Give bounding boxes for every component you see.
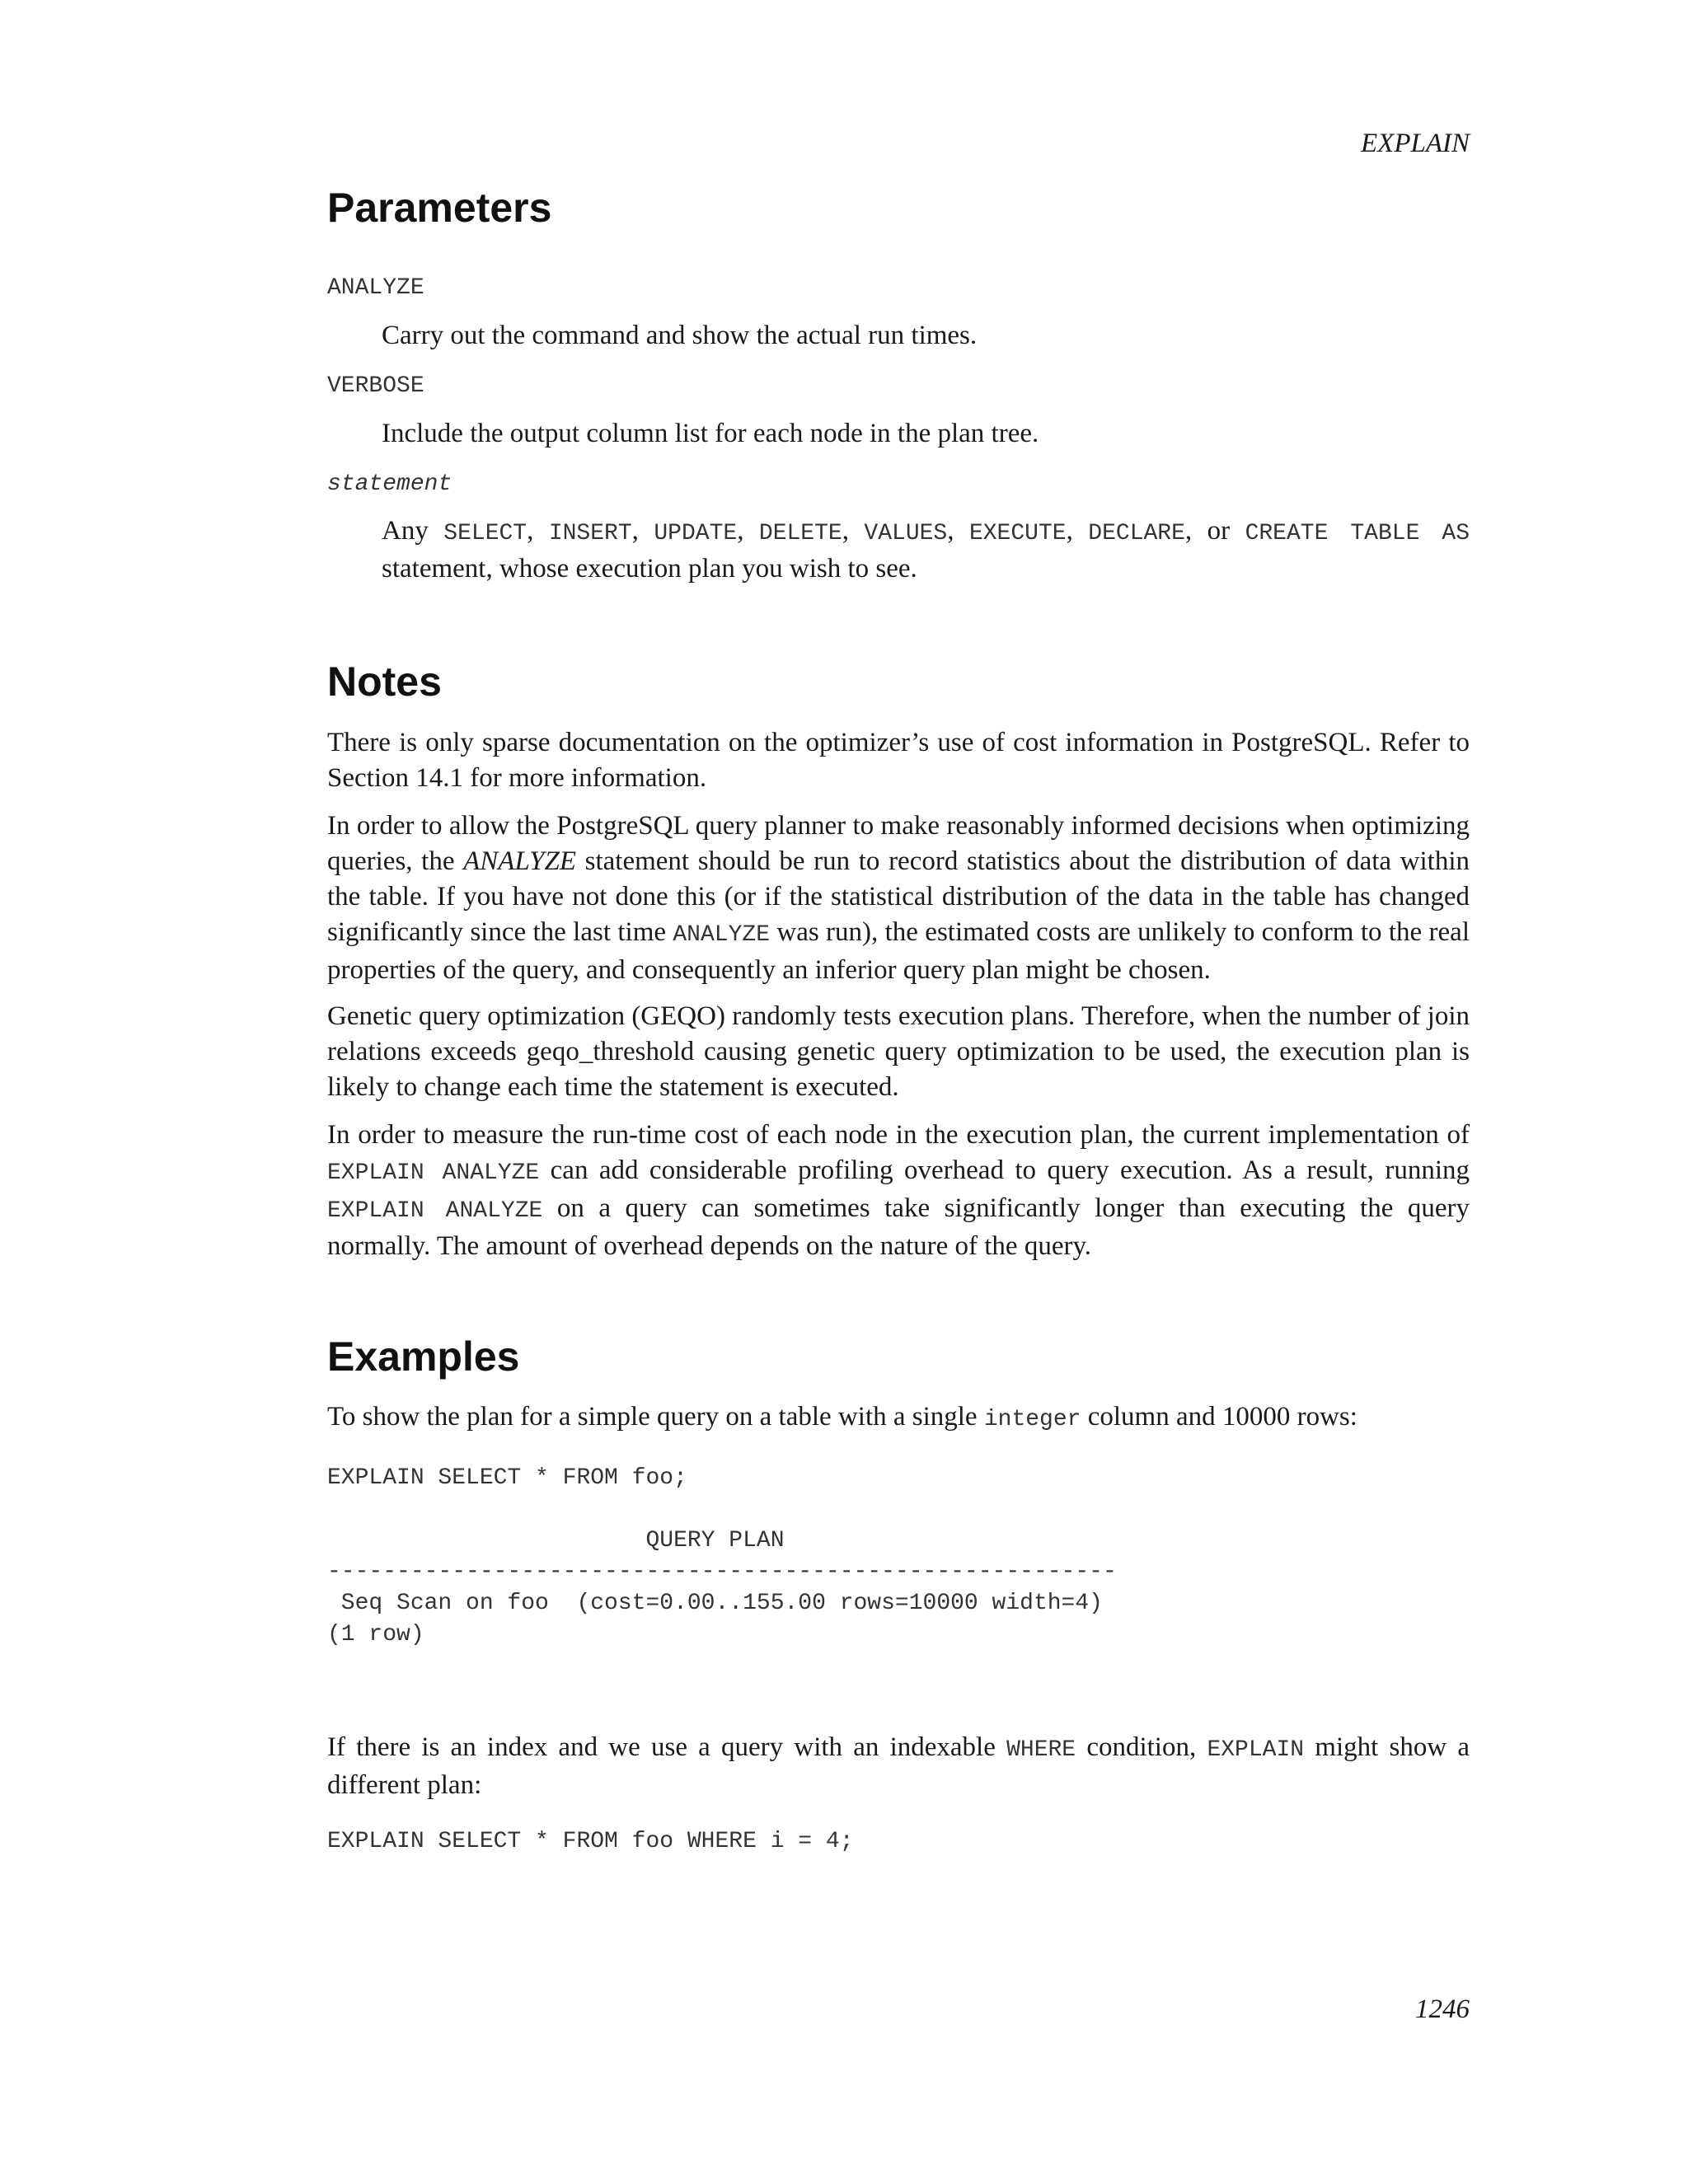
inline-code-where: WHERE — [1006, 1737, 1076, 1763]
examples-intro: To show the plan for a simple query on a table with a single integer column and 10000 rows: — [327, 1402, 1357, 1432]
notes-paragraph-3: Genetic query optimization (GEQO) randomly tests execution plans. Therefore, when the number of join relations exceeds geqo_threshold causing genetic query optimization to be used, the execution plan is likely to change each time the statement is executed. — [327, 1001, 1470, 1102]
param-desc-verbose: Include the output column list for each node in the plan tree. — [382, 419, 1039, 448]
running-header: EXPLAIN — [1361, 129, 1470, 158]
notes-heading: Notes — [327, 658, 442, 705]
keyword-select: SELECT — [443, 521, 528, 546]
keyword-update: UPDATE — [654, 521, 738, 546]
notes-paragraph-2: In order to allow the PostgreSQL query planner to make reasonably informed decisions when optimizing queries, the ANALYZE statement should be run to record statistics about the distribution of data within the table. If you have not done this (or if the statistical distribution of the data in the table has changed significantly since the last time ANALYZE was run), the estimated costs are unlikely to conform to the real properties of the query, and consequently an inferior query plan might be chosen. — [327, 811, 1470, 985]
inline-code-integer: integer — [983, 1407, 1081, 1432]
keyword-values: VALUES — [864, 521, 948, 546]
param-desc-statement: Any SELECT, INSERT, UPDATE, DELETE, VALUES, EXECUTE, DECLARE, or CREATE TABLE AS statement, whose execution plan you wish to see. — [382, 516, 1470, 583]
param-desc-analyze: Carry out the command and show the actual run times. — [382, 321, 978, 350]
param-term-analyze: ANALYZE — [327, 275, 424, 301]
keyword-declare: DECLARE — [1088, 521, 1185, 546]
param-term-verbose: VERBOSE — [327, 373, 424, 399]
notes-paragraph-4: In order to measure the run-time cost of each node in the execution plan, the current implementation of EXPLAIN ANALYZE can add considerable profiling overhead to query execution. As a result, running EXPLAIN ANALYZE on a query can sometimes take significantly longer than executing the query normally. The amount of overhead depends on the nature of the query. — [327, 1120, 1470, 1261]
param-term-statement: statement — [327, 471, 452, 497]
parameters-heading: Parameters — [327, 185, 552, 231]
document-page — [327, 0, 1470, 2184]
inline-code-explain-analyze: EXPLAIN ANALYZE — [327, 1160, 540, 1186]
examples-paragraph-index: If there is an index and we use a query with an indexable WHERE condition, EXPLAIN might show a different plan: — [327, 1732, 1470, 1800]
code-block-seq-scan: EXPLAIN SELECT * FROM foo; QUERY PLAN --------------------------------------------------------- Seq Scan on foo (cost=0.00..155.00 rows=10000 width=4) (1 row) — [327, 1465, 1117, 1647]
notes-paragraph-1: There is only sparse documentation on the optimizer’s use of cost information in PostgreSQL. Refer to Section 14.1 for more information. — [327, 728, 1470, 793]
code-block-index-query: EXPLAIN SELECT * FROM foo WHERE i = 4; — [327, 1829, 854, 1854]
inline-code-explain-analyze: EXPLAIN ANALYZE — [327, 1198, 543, 1224]
keyword-insert: INSERT — [548, 521, 632, 546]
examples-heading: Examples — [327, 1333, 520, 1380]
keyword-delete: DELETE — [758, 521, 842, 546]
page-number: 1246 — [1415, 1994, 1470, 2024]
keyword-create-table-as: CREATE TABLE AS — [1245, 521, 1470, 546]
keyword-execute: EXECUTE — [968, 521, 1067, 546]
inline-code-explain: EXPLAIN — [1207, 1737, 1305, 1763]
inline-code-analyze: ANALYZE — [673, 922, 770, 948]
